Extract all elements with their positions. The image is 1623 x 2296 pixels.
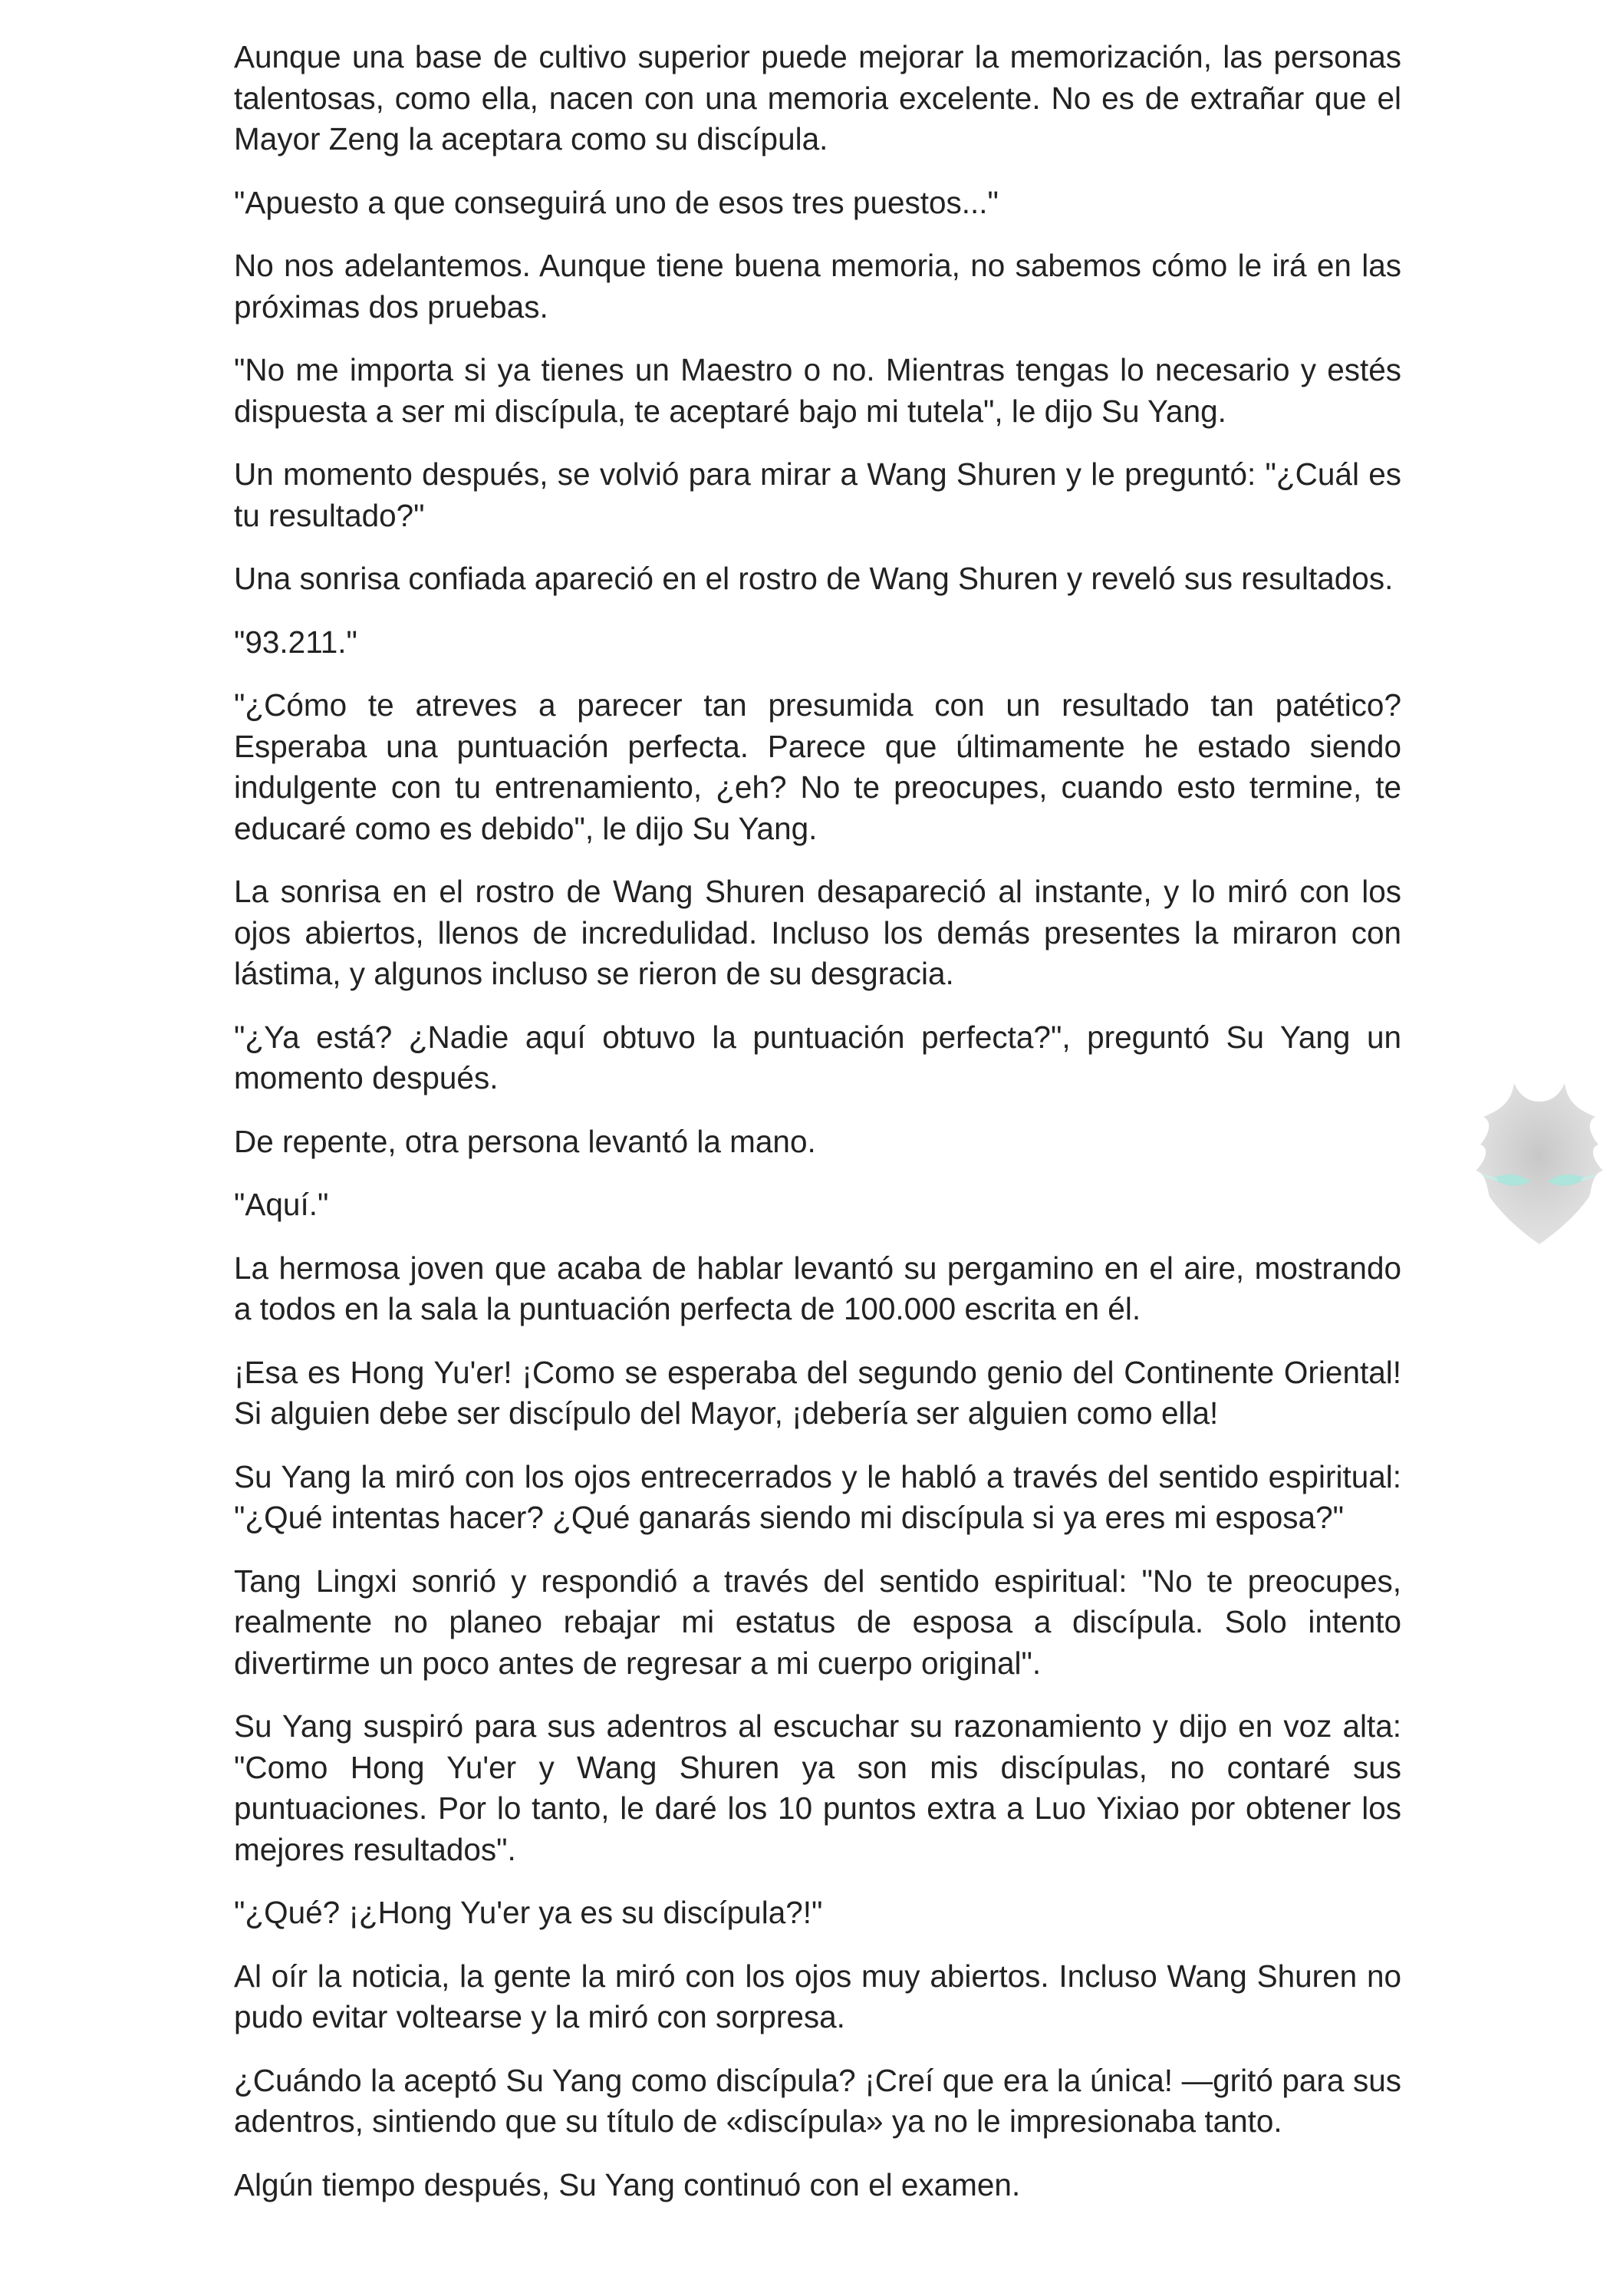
paragraph: ¿Cuándo la aceptó Su Yang como discípula? ¡Creí que era la única! —gritó para sus adentros, sintiendo que su título de «discípula» ya no le impresionaba tanto. [234, 2062, 1401, 2139]
paragraph: ¡Esa es Hong Yu'er! ¡Como se esperaba del segundo genio del Continente Oriental! Si alguien debe ser discípulo del Mayor, ¡debería ser alguien como ella! [234, 1354, 1401, 1431]
paragraph: "93.211." [234, 624, 357, 660]
paragraph: "Apuesto a que conseguirá uno de esos tres puestos..." [234, 184, 999, 220]
paragraph: Su Yang la miró con los ojos entrecerrados y le habló a través del sentido espiritual: "¿Qué intentas hacer? ¿Qué ganarás siendo mi discípula si ya eres mi esposa?" [234, 1458, 1401, 1535]
paragraph: "No me importa si ya tienes un Maestro o no. Mientras tengas lo necesario y estés dispuesta a ser mi discípula, te aceptaré bajo mi tutela", le dijo Su Yang. [234, 352, 1401, 429]
paragraph: No nos adelantemos. Aunque tiene buena memoria, no sabemos cómo le irá en las próximas dos pruebas. [234, 248, 1401, 324]
paragraph: Algún tiempo después, Su Yang continuó con el examen. [234, 2166, 1021, 2202]
paragraph: Una sonrisa confiada apareció en el rostro de Wang Shuren y reveló sus resultados. [234, 561, 1394, 596]
paragraph: "Aquí." [234, 1187, 329, 1222]
paragraph: Un momento después, se volvió para mirar a Wang Shuren y le preguntó: "¿Cuál es tu resultado?" [234, 456, 1401, 533]
paragraph: De repente, otra persona levantó la mano. [234, 1123, 816, 1159]
paragraph: "¿Cómo te atreves a parecer tan presumida con un resultado tan patético? Esperaba una puntuación perfecta. Parece que últimamente he estado siendo indulgente con tu entrenamiento, ¿eh? No te preocupes, cuando esto termine, te educaré como es debido", le dijo Su Yang. [234, 687, 1401, 846]
demon-head-shape [1476, 1083, 1603, 1244]
paragraph: La sonrisa en el rostro de Wang Shuren desapareció al instante, y lo miró con los ojos abiertos, llenos de incredulidad. Incluso los demás presentes la miraron con lástima, y algunos incluso se rieron de su desgracia. [234, 874, 1401, 991]
document-body [234, 37, 1401, 2228]
paragraph: "¿Ya está? ¿Nadie aquí obtuvo la puntuación perfecta?", preguntó Su Yang un momento después. [234, 1019, 1401, 1095]
paragraph: Aunque una base de cultivo superior puede mejorar la memorización, las personas talentosas, como ella, nacen con una memoria excelente. No es de extrañar que el Mayor Zeng la aceptara como su discípula. [234, 39, 1401, 156]
demon-head-icon [1467, 1074, 1612, 1250]
paragraph: La hermosa joven que acaba de hablar levantó su pergamino en el aire, mostrando a todos en la sala la puntuación perfecta de 100.000 escrita en él. [234, 1250, 1401, 1326]
paragraph: "¿Qué? ¡¿Hong Yu'er ya es su discípula?!" [234, 1895, 823, 1930]
paragraph: Tang Lingxi sonrió y respondió a través del sentido espiritual: "No te preocupes, realmente no planeo rebajar mi estatus de esposa a discípula. Solo intento divertirme un poco antes de regresar a mi cuerpo original". [234, 1563, 1401, 1681]
paragraph: Al oír la noticia, la gente la miró con los ojos muy abiertos. Incluso Wang Shuren no pudo evitar voltearse y la miró con sorpresa. [234, 1958, 1401, 2034]
paragraph: Su Yang suspiró para sus adentros al escuchar su razonamiento y dijo en voz alta: "Como Hong Yu'er y Wang Shuren ya son mis discípulas, no contaré sus puntuaciones. Por lo tanto, le daré los 10 puntos extra a Luo Yixiao por obtener los mejores resultados". [234, 1708, 1401, 1867]
